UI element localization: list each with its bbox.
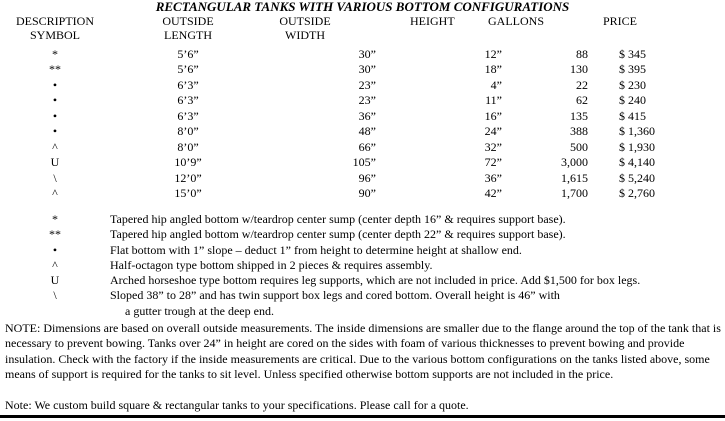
header-symbol-line1: DESCRIPTION <box>15 14 94 28</box>
cell-spacer <box>588 46 619 62</box>
cell-width: 96” <box>358 170 376 185</box>
symbol-legend <box>0 212 725 319</box>
cell-length: 5’6” <box>177 46 199 61</box>
document-title: RECTANGULAR TANKS WITH VARIOUS BOTTOM CONFIGURATIONS <box>155 0 570 14</box>
header-length-line1: OUTSIDE <box>162 14 214 28</box>
legend-symbol: ** <box>49 227 61 242</box>
legend-item <box>0 258 725 273</box>
cell-height: 18” <box>484 62 502 77</box>
cell-length: 15’0” <box>174 186 202 201</box>
header-price-label: PRICE <box>603 14 638 28</box>
cell-symbol: ^ <box>52 186 58 201</box>
header-width <box>245 14 365 42</box>
cell-symbol: • <box>52 93 58 108</box>
cell-spacer <box>588 93 619 109</box>
cell-symbol: \ <box>53 170 57 185</box>
legend-symbol: * <box>52 212 58 226</box>
header-width-line2: WIDTH <box>285 28 325 42</box>
legend-item <box>0 243 725 258</box>
cell-width: 66” <box>358 139 376 154</box>
cell-price: $ 395 <box>619 62 646 77</box>
header-length-line2: LENGTH <box>164 28 212 42</box>
header-symbol <box>0 14 110 42</box>
cell-price: $ 415 <box>619 108 646 123</box>
cell-width: 30” <box>358 62 376 77</box>
cell-symbol: U <box>50 155 60 170</box>
cell-gallons: 22 <box>576 77 588 92</box>
cell-spacer <box>588 124 619 140</box>
legend-symbol: \ <box>53 288 57 303</box>
cell-gallons: 500 <box>570 139 588 154</box>
cell-length: 10’9” <box>174 155 202 170</box>
bottom-rule <box>0 415 725 418</box>
cell-height: 72” <box>484 155 502 170</box>
cell-symbol: ^ <box>52 139 58 154</box>
cell-width: 23” <box>358 77 376 92</box>
table-row <box>0 124 679 140</box>
legend-description: Tapered hip angled bottom w/teardrop center sump (center depth 16” & requires support base). <box>110 212 566 226</box>
cell-width: 105” <box>352 155 376 170</box>
cell-length: 12’0” <box>174 170 202 185</box>
cell-price: $ 240 <box>619 93 646 108</box>
cell-price: $ 5,240 <box>619 170 655 185</box>
cell-gallons: 3,000 <box>561 155 588 170</box>
table-row <box>0 186 679 202</box>
cell-length: 8’0” <box>177 139 199 154</box>
cell-length: 5’6” <box>177 62 199 77</box>
header-gallons <box>488 14 544 28</box>
header-length <box>110 14 266 42</box>
cell-price: $ 1,930 <box>619 139 655 154</box>
table-row <box>0 139 679 155</box>
cell-spacer <box>588 186 619 202</box>
dimensions-note: NOTE: Dimensions are based on overall outside measurements. The inside dimensions are smaller due to the flange around the top of the tank that is necessary to prevent bowing. Tanks over 24” in height are cored on the sides with foam of various thicknesses to prevent bowing and provide insulation. Check with the factory if the inside measurements are critical. Due to the various bottom configurations on the tanks listed above, some means of support is required for the tanks to sit level. Unless specified otherwise bottom supports are not included in the price. <box>5 321 721 381</box>
tank-table <box>0 46 679 201</box>
cell-height: 42” <box>484 186 502 201</box>
cell-gallons: 1,700 <box>561 186 588 201</box>
custom-build-note: Note: We custom build square & rectangular tanks to your specifications. Please call for a quote. <box>5 398 469 412</box>
cell-spacer <box>588 170 619 186</box>
legend-description: Flat bottom with 1” slope – deduct 1” from height to determine height at shallow end. <box>110 242 522 257</box>
table-row <box>0 77 679 93</box>
cell-height: 4” <box>490 77 502 92</box>
cell-symbol: * <box>52 46 58 61</box>
cell-gallons: 130 <box>570 62 588 77</box>
cell-height: 12” <box>484 46 502 61</box>
cell-price: $ 230 <box>619 77 646 92</box>
cell-length: 6’3” <box>177 77 199 92</box>
cell-height: 36” <box>484 170 502 185</box>
table-row <box>0 155 679 171</box>
legend-description: Tapered hip angled bottom w/teardrop center sump (center depth 22” & requires support base). <box>110 227 566 242</box>
cell-height: 11” <box>485 93 502 108</box>
cell-length: 6’3” <box>177 108 199 123</box>
cell-spacer <box>588 139 619 155</box>
header-price <box>603 14 637 28</box>
cell-height: 16” <box>484 108 502 123</box>
cell-spacer <box>588 62 619 78</box>
cell-price: $ 345 <box>619 46 646 61</box>
cell-length: 8’0” <box>177 124 199 139</box>
cell-price: $ 4,140 <box>619 155 655 170</box>
table-row <box>0 62 679 78</box>
legend-description: Half-octagon type bottom shipped in 2 pieces & requires assembly. <box>110 257 433 272</box>
tank-table-body <box>0 46 679 201</box>
legend-item <box>0 212 725 227</box>
cell-symbol: • <box>52 124 58 139</box>
header-height <box>410 14 455 28</box>
header-width-line1: OUTSIDE <box>279 14 331 28</box>
legend-item <box>0 288 725 303</box>
cell-symbol: • <box>52 108 58 123</box>
legend-item <box>0 273 725 288</box>
cell-symbol: • <box>52 77 58 92</box>
cell-width: 23” <box>358 93 376 108</box>
legend-item <box>0 227 725 242</box>
cell-spacer <box>588 155 619 171</box>
cell-spacer <box>588 77 619 93</box>
header-gallons-label: GALLONS <box>488 14 544 28</box>
cell-spacer <box>588 108 619 124</box>
cell-gallons: 88 <box>576 46 588 61</box>
table-row <box>0 170 679 186</box>
legend-symbol: ^ <box>52 257 58 272</box>
cell-gallons: 135 <box>570 108 588 123</box>
legend-symbol: U <box>50 273 60 288</box>
cell-height: 32” <box>484 139 502 154</box>
header-symbol-line2: SYMBOL <box>29 28 80 42</box>
cell-length: 6’3” <box>177 93 199 108</box>
cell-height: 24” <box>484 124 502 139</box>
cell-width: 36” <box>358 108 376 123</box>
cell-price: $ 1,360 <box>619 124 655 139</box>
table-row <box>0 93 679 109</box>
cell-width: 30” <box>358 46 376 61</box>
legend-description: Arched horseshoe type bottom requires leg supports, which are not included in price. Add $1,500 for box legs. <box>110 273 641 288</box>
cell-gallons: 1,615 <box>561 170 588 185</box>
table-row <box>0 46 679 62</box>
cell-gallons: 388 <box>570 124 588 139</box>
legend-continuation: a gutter trough at the deep end. <box>125 303 274 318</box>
cell-symbol: ** <box>49 62 61 77</box>
table-row <box>0 108 679 124</box>
legend-symbol: • <box>52 242 58 257</box>
cell-width: 90” <box>358 186 376 201</box>
cell-width: 48” <box>358 124 376 139</box>
cell-price: $ 2,760 <box>619 186 655 201</box>
cell-gallons: 62 <box>576 93 588 108</box>
legend-description: Sloped 38” to 28” and has twin support box legs and cored bottom. Overall height is 46” with <box>110 288 560 303</box>
header-height-label: HEIGHT <box>410 14 455 28</box>
